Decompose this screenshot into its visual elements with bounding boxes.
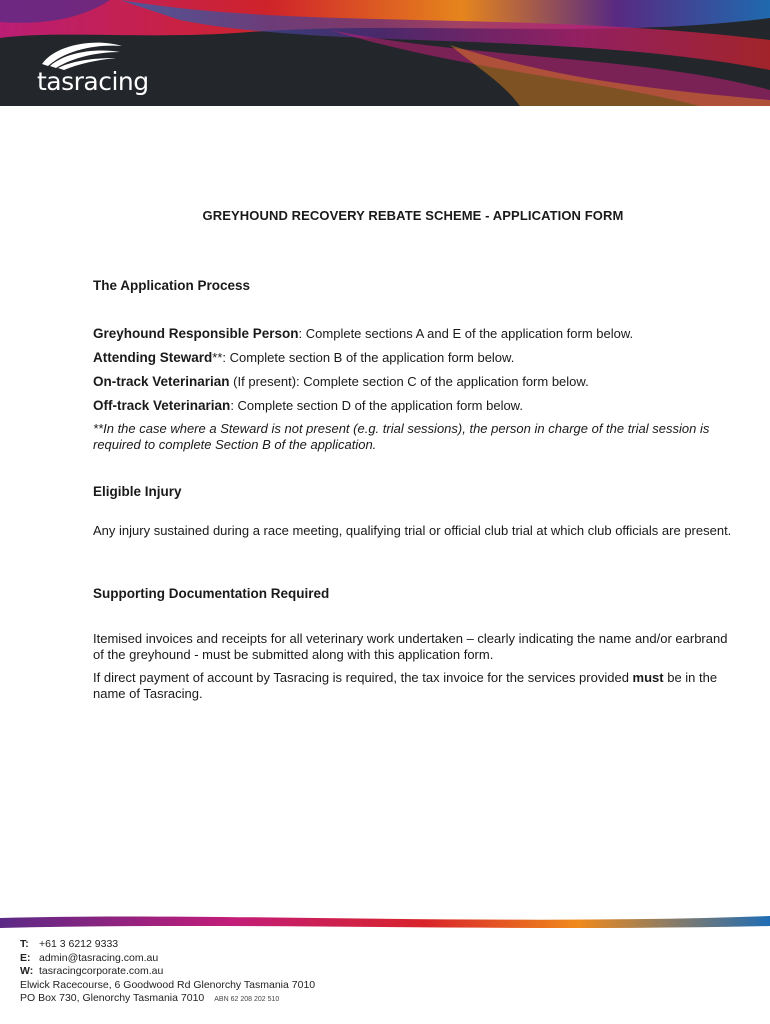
- email-label: E:: [20, 951, 31, 964]
- web-label: W:: [20, 965, 34, 977]
- section-heading-application-process: The Application Process: [93, 278, 251, 293]
- steward-note: **In the case where a Steward is not present (e.g. trial sessions), the person in charge of the trial session is required to complete Section B of the application.: [93, 421, 710, 452]
- para2-text-before: If direct payment of account by Tasracing is required, the tax invoice for the services provided: [93, 670, 633, 685]
- page-header: [0, 0, 770, 106]
- row-text: (If present): Complete section C of the application form below.: [229, 374, 589, 389]
- footer-address-line-1: Elwick Racecourse, 6 Goodwood Rd Glenorchy Tasmania 7010: [20, 978, 316, 991]
- row-label: On-track Veterinarian: [93, 374, 230, 389]
- phone-number: +61 3 6212 9333: [39, 938, 119, 950]
- para2-emphasis: must: [632, 670, 664, 685]
- abn-number: ABN 62 208 202 510: [214, 996, 280, 1003]
- para2-text-after: be in the name of Tasracing.: [93, 670, 718, 701]
- row-text: : Complete section D of the application form below.: [230, 398, 523, 413]
- eligible-injury-text: Any injury sustained during a race meeting, qualifying trial or official club trial at which club officials are present.: [93, 523, 732, 538]
- phone-label: T:: [20, 938, 29, 950]
- process-row-ontrack-vet: [93, 374, 733, 390]
- web-address: tasracingcorporate.com.au: [39, 965, 164, 977]
- row-label: Off-track Veterinarian: [93, 398, 231, 413]
- row-text: : Complete sections A and E of the application form below.: [298, 326, 634, 341]
- page-title: GREYHOUND RECOVERY REBATE SCHEME - APPLICATION FORM: [202, 208, 624, 223]
- footer-email-line: [20, 952, 315, 966]
- footer-phone-line: [20, 938, 315, 952]
- supporting-docs-para1: Itemised invoices and receipts for all veterinary work undertaken – clearly indicating the name and/or earbrand of the greyhound - must be submitted along with this application form.: [93, 631, 728, 662]
- row-text: **: Complete section B of the application form below.: [212, 350, 515, 365]
- footer-web-line: [20, 965, 315, 979]
- process-row-offtrack-vet: [93, 398, 733, 414]
- section-heading-eligible-injury: Eligible Injury: [93, 484, 182, 499]
- footer-ribbon-graphic: [0, 912, 770, 932]
- section-heading-supporting-docs: Supporting Documentation Required: [93, 586, 330, 601]
- footer-contact: [20, 938, 315, 1007]
- footer-address-line-2: [20, 992, 315, 1007]
- po-box: PO Box 730, Glenorchy Tasmania 7010: [20, 992, 205, 1004]
- logo-wordmark: tasracing: [37, 67, 149, 96]
- email-address: admin@tasracing.com.au: [39, 951, 159, 964]
- supporting-docs-para2: [93, 670, 733, 702]
- process-row-attending-steward: [93, 350, 733, 366]
- process-row-responsible-person: [93, 326, 733, 342]
- row-label: Attending Steward: [93, 350, 213, 365]
- row-label: Greyhound Responsible Person: [93, 326, 299, 341]
